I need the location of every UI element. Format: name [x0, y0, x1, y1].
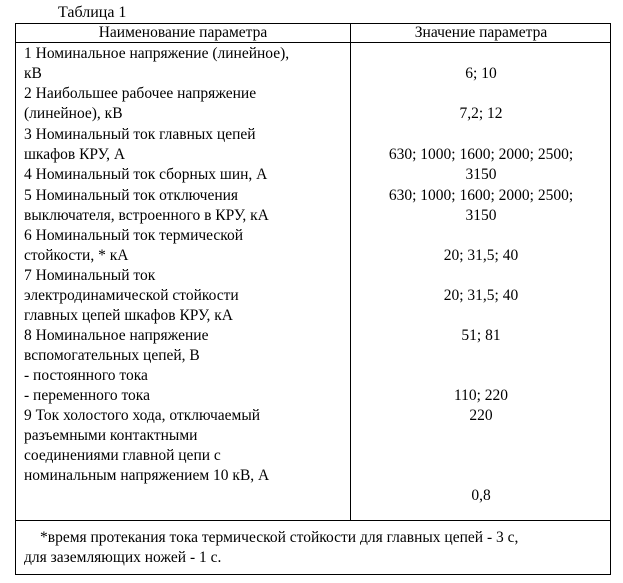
param-8-line-1: 8 Номинальное напряжение — [24, 327, 209, 344]
value-4: 3150 — [465, 166, 497, 183]
footnote-line-2: для заземляющих ножей - 1 с. — [24, 549, 222, 566]
param-3-line-1: 3 Номинальный ток главных цепей — [24, 126, 256, 143]
value-6: 20; 31,5; 40 — [443, 247, 519, 264]
param-2-line-1: 2 Наибольшее рабочее напряжение — [24, 85, 257, 102]
footnote-divider — [16, 520, 610, 521]
param-1-line-2: кВ — [24, 65, 42, 82]
column-divider — [350, 24, 351, 520]
value-9-line-2: 0,8 — [471, 487, 491, 504]
header-divider — [16, 42, 610, 43]
value-5-line-2: 3150 — [465, 207, 497, 224]
value-7: 20; 31,5; 40 — [443, 287, 519, 304]
param-6-line-1: 6 Номинальный ток термической — [24, 227, 244, 244]
param-9-line-3: соединениями главной цепи с — [24, 447, 221, 464]
value-3: 630; 1000; 1600; 2000; 2500; — [388, 146, 574, 163]
value-5-line-1: 630; 1000; 1600; 2000; 2500; — [388, 187, 574, 204]
param-1-line-1: 1 Номинальное напряжение (линейное), — [24, 45, 290, 62]
value-8-line-1: 51; 81 — [461, 327, 501, 344]
param-7-line-3: главных цепей шкафов КРУ, кА — [24, 307, 233, 324]
param-8-line-4: - переменного тока — [24, 387, 150, 404]
param-8-line-3: - постоянного тока — [24, 367, 148, 384]
param-9-line-4: номинальным напряжением 10 кВ, А — [24, 467, 270, 484]
param-3-line-2: шкафов КРУ, А — [24, 146, 126, 163]
param-9-line-1: 9 Ток холостого хода, отключаемый — [24, 407, 261, 424]
header-param: Наименование параметра — [98, 24, 268, 41]
param-7-line-2: электродинамической стойкости — [24, 287, 239, 304]
param-2-line-2: (линейное), кВ — [24, 105, 123, 122]
param-4-line-1: 4 Номинальный ток сборных шин, А — [24, 166, 268, 183]
value-9-line-1: 220 — [469, 407, 493, 424]
param-9-line-2: разъемными контактными — [24, 427, 198, 444]
param-7-line-1: 7 Номинальный ток — [24, 267, 156, 284]
value-8-line-2: 110; 220 — [453, 387, 509, 404]
header-value: Значение параметра — [414, 24, 548, 41]
param-5-line-2: выключателя, встроенного в КРУ, кА — [24, 207, 269, 224]
param-8-line-2: вспомогательных цепей, В — [24, 347, 200, 364]
table-caption: Таблица 1 — [58, 4, 127, 21]
value-1: 6; 10 — [465, 65, 497, 82]
value-2: 7,2; 12 — [459, 105, 503, 122]
parameters-table — [15, 23, 611, 575]
footnote-line-1: *время протекания тока термической стойкости для главных цепей - 3 с, — [40, 529, 519, 546]
param-5-line-1: 5 Номинальный ток отключения — [24, 187, 239, 204]
param-6-line-2: стойкости, * кА — [24, 247, 129, 264]
